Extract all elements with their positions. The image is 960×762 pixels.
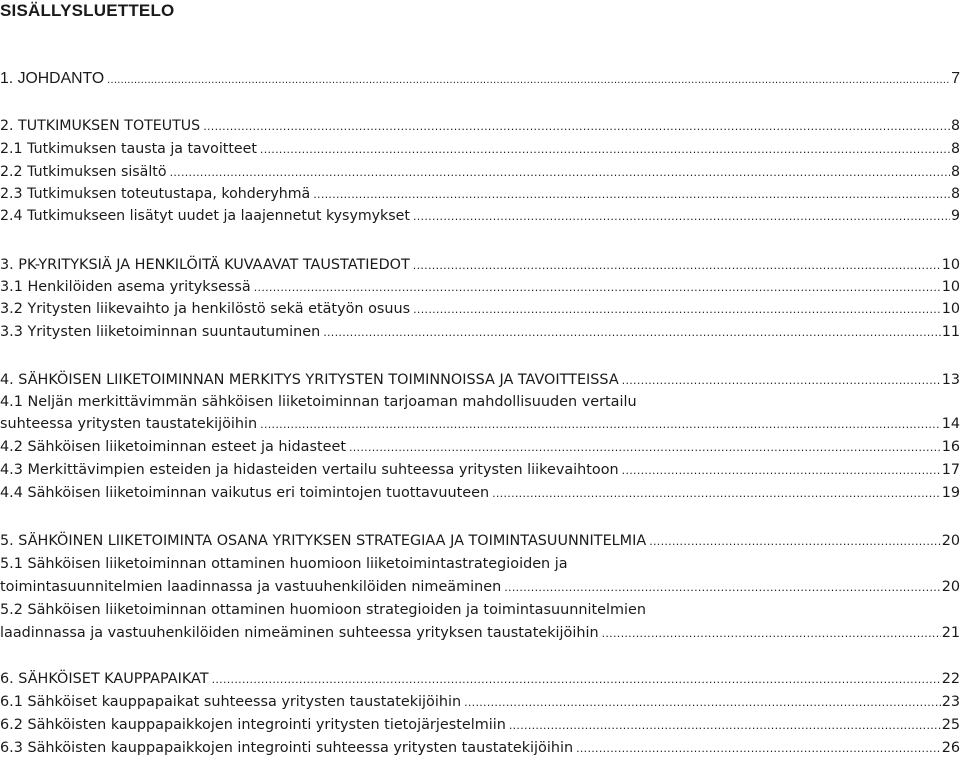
toc-dot-leader [492, 483, 941, 505]
toc-entry-page: 14 [941, 416, 960, 432]
toc-dot-leader [622, 370, 941, 392]
toc-dot-leader [509, 715, 941, 737]
toc-entry-label: 2.1 Tutkimuksen tausta ja tavoitteet [0, 141, 257, 157]
toc-entry-label: 3.2 Yritysten liikevaihto ja henkilöstö sekä etätyön osuus [0, 301, 411, 317]
toc-entry-page: 10 [941, 301, 960, 317]
toc-entry-label: 3. PK-YRITYKSIÄ JA HENKILÖITÄ KUVAAVAT TAUSTATIEDOT [0, 257, 410, 273]
toc-dot-leader [622, 460, 941, 482]
toc-dot-leader [413, 255, 941, 277]
toc-entry-label: 5.1 Sähköisen liiketoiminnan ottaminen huomioon liiketoimintastrategioiden ja [0, 556, 568, 572]
toc-entry-label: 6.2 Sähköisten kauppapaikkojen integrointi yritysten tietojärjestelmiin [0, 717, 506, 733]
toc-entry-page: 22 [941, 671, 960, 687]
toc-entry-page: 8 [950, 118, 960, 134]
toc-entry-page: 8 [950, 186, 960, 202]
toc-dot-leader [649, 531, 941, 553]
toc-entry-label: 6. SÄHKÖISET KAUPPAPAIKAT [0, 671, 209, 687]
toc-entry-label: 5. SÄHKÖINEN LIIKETOIMINTA OSANA YRITYKSEN STRATEGIAA JA TOIMINTASUUNNITELMIA [0, 533, 647, 549]
toc-entry-page: 17 [941, 462, 960, 478]
toc-entry-page: 8 [950, 141, 960, 157]
toc-dot-leader [212, 669, 941, 691]
toc-entry-2-3[interactable] [0, 183, 960, 205]
toc-entry-3-3[interactable] [0, 321, 960, 343]
toc-entry-4-1[interactable] [0, 413, 960, 435]
toc-entry-4-4[interactable] [0, 482, 960, 504]
toc-entry-6-2[interactable] [0, 714, 960, 736]
toc-entry-page: 21 [941, 625, 960, 641]
toc-dot-leader [323, 322, 940, 344]
toc-dot-leader [576, 738, 941, 760]
toc-dot-leader [203, 116, 950, 138]
toc-dot-leader [254, 277, 941, 299]
toc-dot-leader [464, 692, 941, 714]
toc-entry-5-2[interactable] [0, 622, 960, 644]
toc-dot-leader [602, 623, 941, 645]
toc-entry-4[interactable] [0, 369, 960, 391]
toc-entry-label: 1. JOHDANTO [0, 70, 105, 87]
toc-entry-page: 11 [941, 324, 960, 340]
toc-entry-6[interactable] [0, 668, 960, 690]
toc-entry-3-2[interactable] [0, 298, 960, 320]
toc-entry-page: 16 [941, 439, 960, 455]
toc-dot-leader [313, 184, 950, 206]
toc-entry-3-1[interactable] [0, 276, 960, 298]
toc-dot-leader [413, 206, 950, 228]
toc-entry-page: 26 [941, 740, 960, 756]
toc-entry-label: 2.4 Tutkimukseen lisätyt uudet ja laajennetut kysymykset [0, 208, 410, 224]
toc-entry-label: laadinnassa ja vastuuhenkilöiden nimeäminen suhteessa yrityksen taustatekijöihin [0, 625, 599, 641]
toc-entry-label: 3.1 Henkilöiden asema yrityksessä [0, 279, 251, 295]
toc-entry-6-1[interactable] [0, 691, 960, 713]
toc-dot-leader [260, 414, 941, 436]
toc-entry-label: 3.3 Yritysten liiketoiminnan suuntautuminen [0, 324, 321, 340]
toc-entry-page: 10 [941, 257, 960, 273]
toc-entry-5-1[interactable] [0, 576, 960, 598]
toc-entry-page: 25 [941, 717, 960, 733]
page-title: SISÄLLYSLUETTELO [0, 1, 175, 20]
toc-entry-label: 4.4 Sähköisen liiketoiminnan vaikutus eri toimintojen tuottavuuteen [0, 485, 490, 501]
toc-entry-4-3[interactable] [0, 459, 960, 481]
toc-entry-label: 4.1 Neljän merkittävimmän sähköisen liiketoiminnan tarjoaman mahdollisuuden vertailu [0, 394, 637, 410]
toc-entry-6-3[interactable] [0, 737, 960, 759]
toc-entry-page: 8 [950, 164, 960, 180]
toc-dot-leader [504, 577, 940, 599]
toc-entry-1[interactable] [0, 68, 960, 90]
toc-entry-page: 20 [941, 533, 960, 549]
toc-entry-page: 19 [941, 485, 960, 501]
toc-entry-label: 6.3 Sähköisten kauppapaikkojen integrointi suhteessa yritysten taustatekijöihin [0, 740, 574, 756]
toc-entry-label: 2.2 Tutkimuksen sisältö [0, 164, 167, 180]
toc-entry-page: 10 [941, 279, 960, 295]
toc-entry-label: 2. TUTKIMUKSEN TOTEUTUS [0, 118, 201, 134]
toc-entry-label: 4.2 Sähköisen liiketoiminnan esteet ja hidasteet [0, 439, 346, 455]
toc-entry-2[interactable] [0, 115, 960, 137]
toc-dot-leader [170, 162, 950, 184]
toc-entry-label: toimintasuunnitelmien laadinnassa ja vastuuhenkilöiden nimeäminen [0, 579, 502, 595]
toc-entry-2-1[interactable] [0, 138, 960, 160]
toc-dot-leader [413, 299, 941, 321]
toc-entry-label: 4.3 Merkittävimpien esteiden ja hidasteiden vertailu suhteessa yritysten liikevaihtoon [0, 462, 619, 478]
toc-entry-3[interactable] [0, 254, 960, 276]
toc-entry-5[interactable] [0, 530, 960, 552]
toc-entry-page: 13 [941, 372, 960, 388]
toc-entry-4-2[interactable] [0, 436, 960, 458]
toc-entry-label: suhteessa yritysten taustatekijöihin [0, 416, 258, 432]
toc-entry-label: 2.3 Tutkimuksen toteutustapa, kohderyhmä [0, 186, 311, 202]
toc-entry-page: 23 [941, 694, 960, 710]
toc-entry-page: 7 [951, 70, 960, 87]
toc-dot-leader [107, 69, 950, 91]
toc-entry-label: 5.2 Sähköisen liiketoiminnan ottaminen huomioon strategioiden ja toimintasuunnitelmien [0, 602, 646, 618]
toc-entry-page: 20 [941, 579, 960, 595]
toc-entry-label: 6.1 Sähköiset kauppapaikat suhteessa yritysten taustatekijöihin [0, 694, 462, 710]
toc-entry-page: 9 [950, 208, 960, 224]
toc-entry-2-2[interactable] [0, 161, 960, 183]
toc-dot-leader [349, 437, 941, 459]
toc-entry-5-1-line1[interactable] [0, 553, 960, 575]
toc-entry-2-4[interactable] [0, 205, 960, 227]
toc-entry-label: 4. SÄHKÖISEN LIIKETOIMINNAN MERKITYS YRITYSTEN TOIMINNOISSA JA TAVOITTEISSA [0, 372, 619, 388]
toc-entry-4-1-line1[interactable] [0, 391, 960, 413]
toc-dot-leader [260, 139, 950, 161]
toc-entry-5-2-line1[interactable] [0, 599, 960, 621]
